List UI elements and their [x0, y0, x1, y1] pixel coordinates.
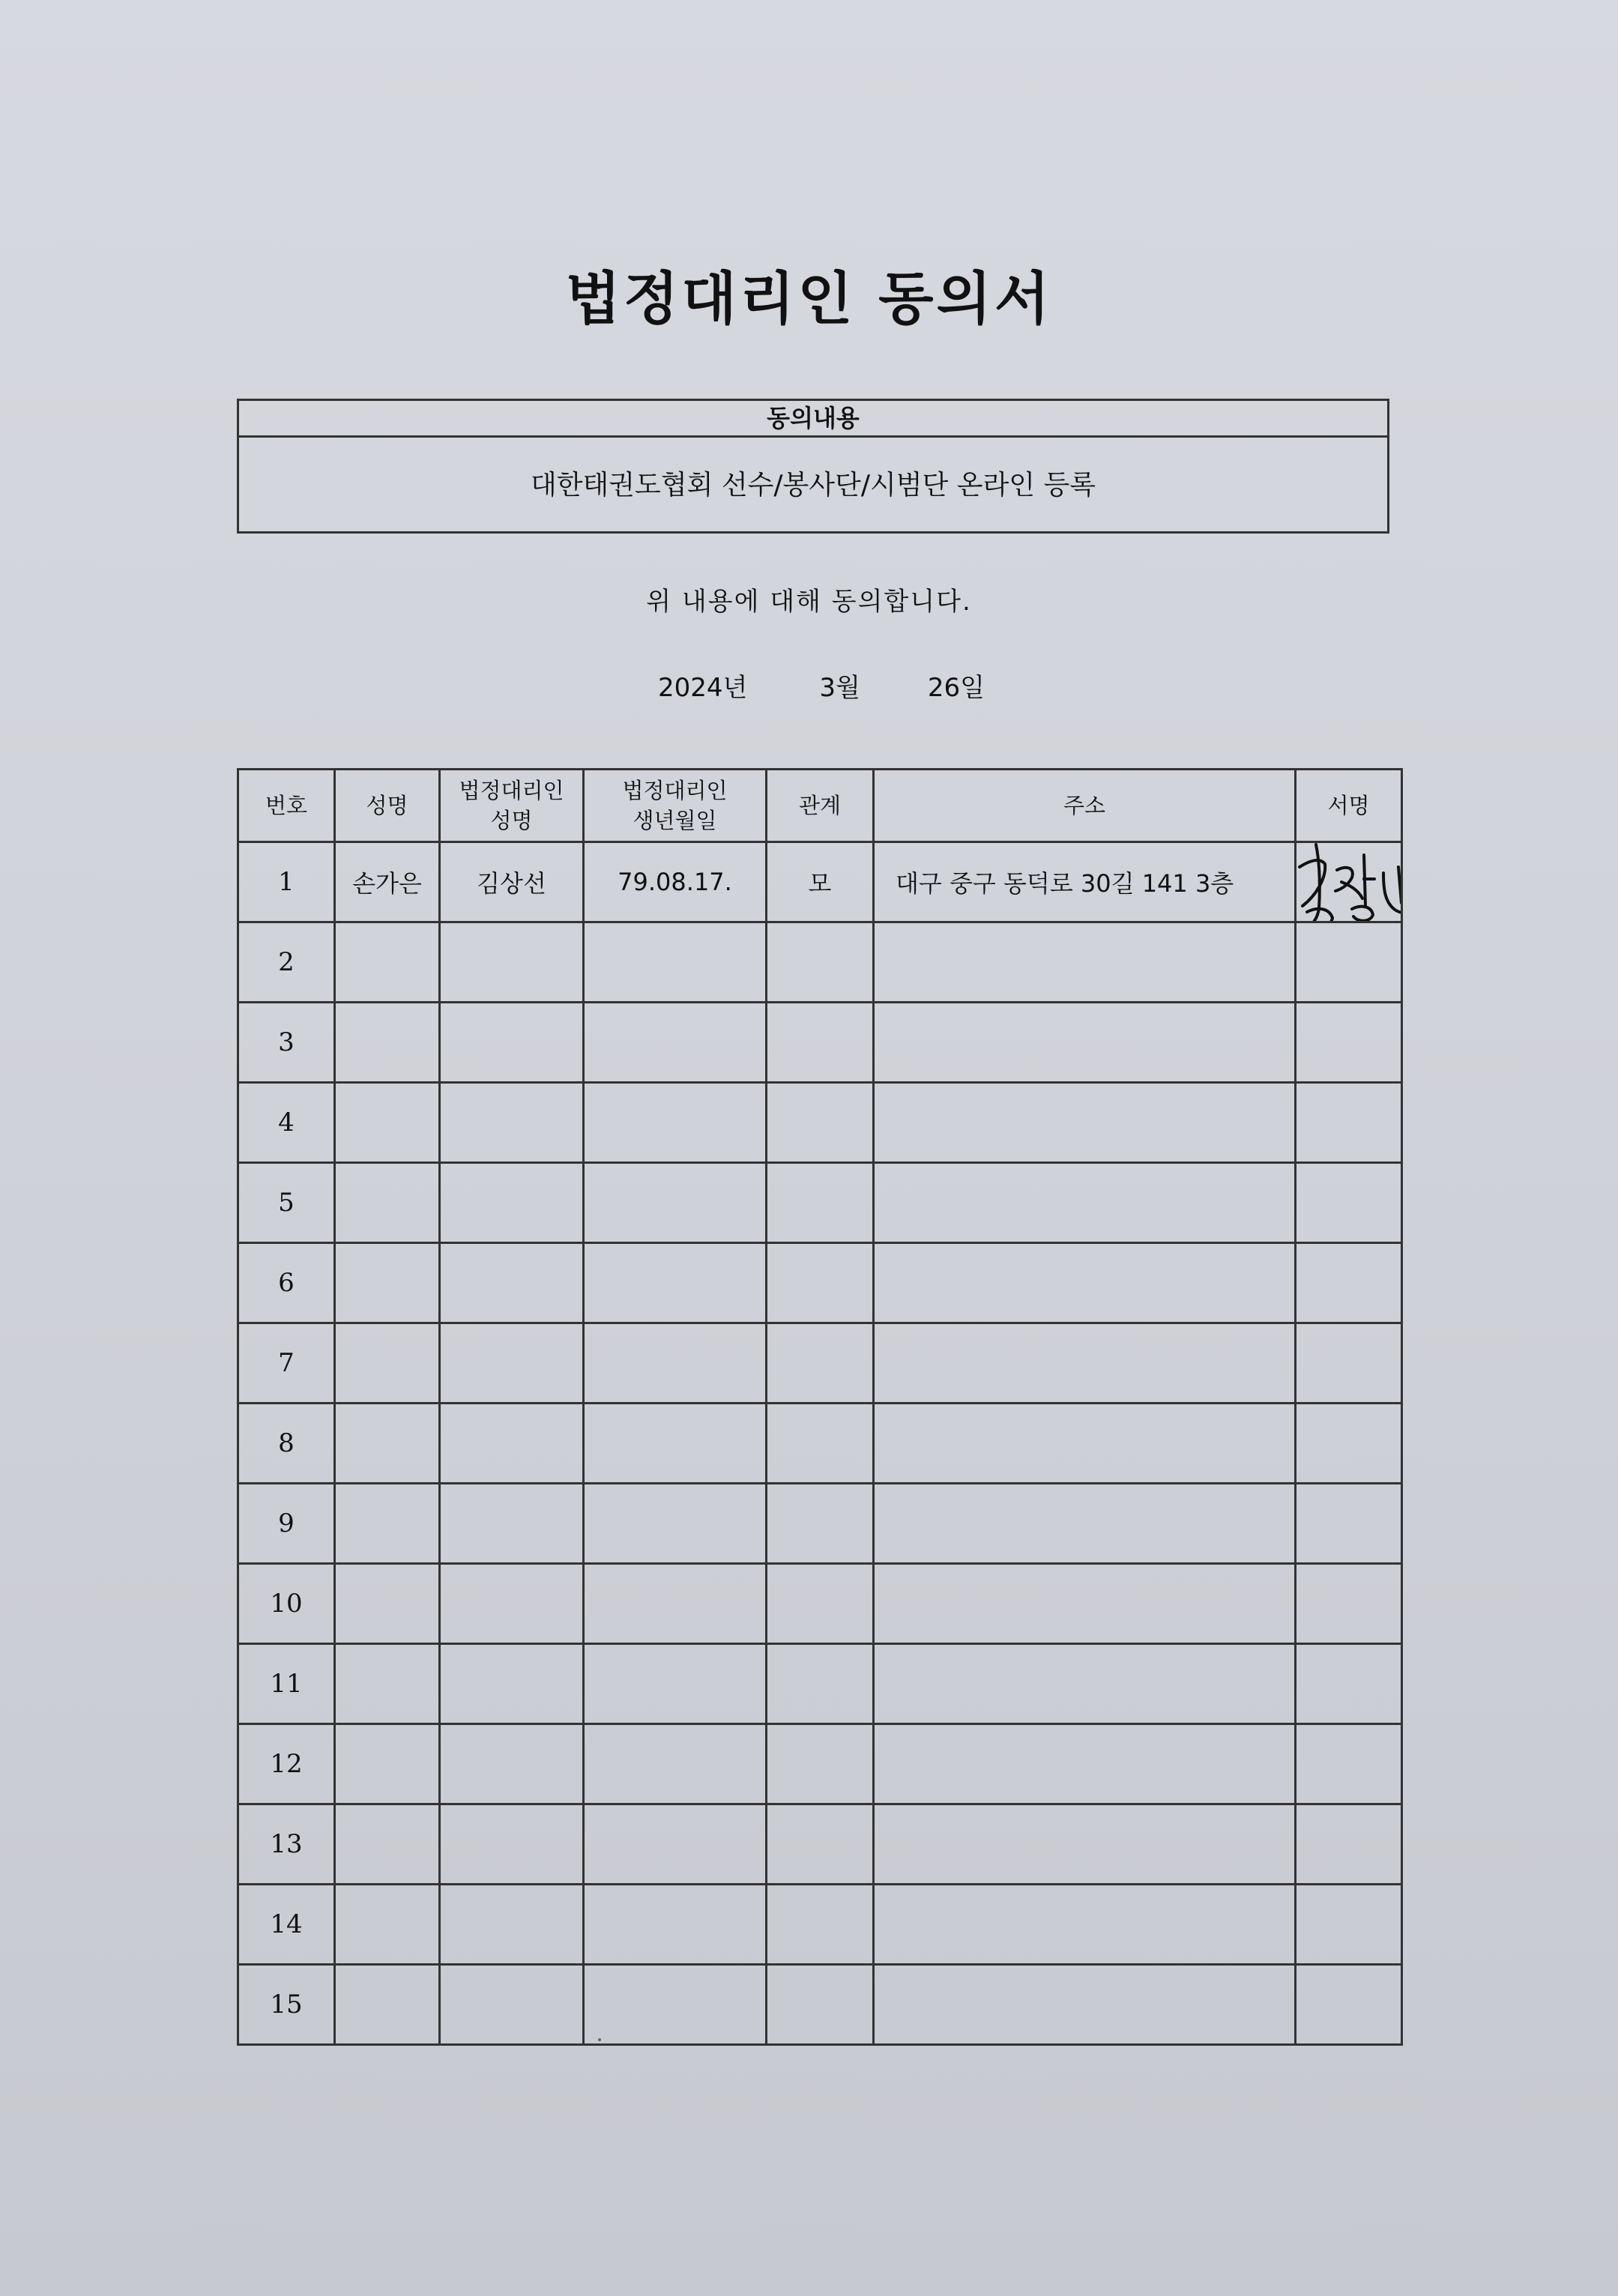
header-signature: 서명 [1296, 770, 1402, 842]
cell-no: 10 [238, 1564, 335, 1644]
cell-guardian-name [440, 1804, 584, 1885]
cell-relation [767, 1163, 874, 1243]
cell-address [874, 1323, 1296, 1404]
header-relation: 관계 [767, 770, 874, 842]
table-row [238, 1724, 1402, 1804]
cell-no: 5 [238, 1163, 335, 1243]
table-row [238, 1243, 1402, 1323]
cell-address [874, 1965, 1296, 2045]
cell-address [874, 1724, 1296, 1804]
cell-guardian-birth [584, 1243, 767, 1323]
cell-relation [767, 1965, 874, 2045]
cell-relation [767, 1243, 874, 1323]
cell-address [874, 1003, 1296, 1083]
cell-guardian-birth [584, 1484, 767, 1564]
cell-guardian-name [440, 1404, 584, 1484]
cell-no: 13 [238, 1804, 335, 1885]
document-title: 법정대리인 동의서 [565, 265, 1053, 332]
cell-name [335, 1724, 440, 1804]
cell-name [335, 1564, 440, 1644]
cell-signature [1296, 1484, 1402, 1564]
cell-relation [767, 922, 874, 1003]
cell-relation [767, 1003, 874, 1083]
cell-guardian-name [440, 1484, 584, 1564]
consent-box-content: 대한태권도협회 선수/봉사단/시범단 온라인 등록 [530, 470, 1096, 501]
cell-relation [767, 1724, 874, 1804]
cell-address [874, 1885, 1296, 1965]
cell-signature [1296, 1083, 1402, 1163]
cell-signature [1296, 1163, 1402, 1243]
cell-relation: 모 [767, 842, 874, 922]
cell-guardian-name [440, 1564, 584, 1644]
table-row [238, 1484, 1402, 1564]
consent-date [658, 667, 985, 704]
cell-relation [767, 1564, 874, 1644]
cell-address [874, 922, 1296, 1003]
cell-signature [1296, 1003, 1402, 1083]
cell-relation [767, 1484, 874, 1564]
cell-guardian-birth [584, 922, 767, 1003]
cell-signature [1296, 1404, 1402, 1484]
cell-guardian-birth [584, 1083, 767, 1163]
table-row [238, 1804, 1402, 1885]
cell-signature [1296, 1564, 1402, 1644]
cell-signature [1296, 1644, 1402, 1724]
cell-no: 1 [238, 842, 335, 922]
cell-no: 11 [238, 1644, 335, 1724]
cell-guardian-birth [584, 1724, 767, 1804]
table-row [238, 922, 1402, 1003]
cell-guardian-name [440, 1003, 584, 1083]
handwritten-signature [1296, 842, 1402, 922]
cell-name [335, 1965, 440, 2045]
header-name: 성명 [335, 770, 440, 842]
cell-signature [1296, 842, 1402, 922]
cell-no: 8 [238, 1404, 335, 1484]
table-row [238, 1083, 1402, 1163]
cell-no: 15 [238, 1965, 335, 2045]
cell-guardian-birth [584, 1404, 767, 1484]
cell-name: 손가은 [335, 842, 440, 922]
cell-address [874, 1484, 1296, 1564]
cell-relation [767, 1404, 874, 1484]
cell-signature [1296, 1965, 1402, 2045]
table-row [238, 1644, 1402, 1724]
cell-no: 9 [238, 1484, 335, 1564]
cell-relation [767, 1885, 874, 1965]
consent-box-header: 동의내용 [239, 401, 1387, 438]
header-no: 번호 [238, 770, 335, 842]
cell-signature [1296, 1243, 1402, 1323]
cell-signature [1296, 1724, 1402, 1804]
date-day: 26일 [927, 673, 985, 703]
table-header-row [238, 770, 1402, 842]
consent-box [237, 399, 1389, 534]
cell-signature [1296, 922, 1402, 1003]
cell-address [874, 1083, 1296, 1163]
cell-guardian-name [440, 922, 584, 1003]
paper-speck [598, 2038, 601, 2041]
cell-guardian-birth [584, 1644, 767, 1724]
table-row [238, 1404, 1402, 1484]
cell-no: 6 [238, 1243, 335, 1323]
cell-guardian-name [440, 1163, 584, 1243]
cell-guardian-birth [584, 1003, 767, 1083]
cell-relation [767, 1083, 874, 1163]
cell-no: 12 [238, 1724, 335, 1804]
cell-name [335, 1163, 440, 1243]
cell-guardian-birth: 79.08.17. [584, 842, 767, 922]
header-guardian-name: 법정대리인 성명 [440, 770, 584, 842]
cell-guardian-birth [584, 1804, 767, 1885]
date-month: 3월 [819, 673, 860, 703]
cell-relation [767, 1804, 874, 1885]
cell-guardian-name [440, 1323, 584, 1404]
cell-guardian-name [440, 1644, 584, 1724]
cell-guardian-birth [584, 1323, 767, 1404]
cell-address [874, 1404, 1296, 1484]
cell-name [335, 1083, 440, 1163]
cell-signature [1296, 1804, 1402, 1885]
table-row [238, 1323, 1402, 1404]
table-row [238, 1003, 1402, 1083]
cell-name [335, 1003, 440, 1083]
header-guardian-birth: 법정대리인 생년월일 [584, 770, 767, 842]
guardian-table [237, 768, 1403, 2046]
cell-signature [1296, 1323, 1402, 1404]
cell-guardian-birth [584, 1163, 767, 1243]
cell-signature [1296, 1885, 1402, 1965]
cell-address: 대구 중구 동덕로 30길 141 3층 [874, 842, 1296, 922]
cell-guardian-name [440, 1724, 584, 1804]
cell-relation [767, 1644, 874, 1724]
cell-guardian-name: 김상선 [440, 842, 584, 922]
cell-guardian-birth [584, 1564, 767, 1644]
cell-no: 2 [238, 922, 335, 1003]
cell-name [335, 1484, 440, 1564]
cell-name [335, 1885, 440, 1965]
cell-no: 14 [238, 1885, 335, 1965]
cell-guardian-birth [584, 1885, 767, 1965]
date-year: 2024년 [658, 673, 748, 703]
cell-name [335, 1804, 440, 1885]
cell-address [874, 1644, 1296, 1724]
agreement-statement: 위 내용에 대해 동의합니다. [646, 587, 972, 617]
cell-no: 3 [238, 1003, 335, 1083]
table-row [238, 842, 1402, 922]
cell-address [874, 1163, 1296, 1243]
cell-address [874, 1804, 1296, 1885]
table-row [238, 1965, 1402, 2045]
cell-guardian-birth [584, 1965, 767, 2045]
table-row [238, 1163, 1402, 1243]
cell-name [335, 1404, 440, 1484]
cell-name [335, 1243, 440, 1323]
cell-no: 7 [238, 1323, 335, 1404]
cell-no: 4 [238, 1083, 335, 1163]
table-row [238, 1885, 1402, 1965]
cell-name [335, 922, 440, 1003]
cell-address [874, 1564, 1296, 1644]
cell-name [335, 1644, 440, 1724]
cell-guardian-name [440, 1243, 584, 1323]
cell-name [335, 1323, 440, 1404]
cell-relation [767, 1323, 874, 1404]
cell-address [874, 1243, 1296, 1323]
cell-guardian-name [440, 1885, 584, 1965]
cell-guardian-name [440, 1083, 584, 1163]
header-address: 주소 [874, 770, 1296, 842]
cell-guardian-name [440, 1965, 584, 2045]
table-row [238, 1564, 1402, 1644]
